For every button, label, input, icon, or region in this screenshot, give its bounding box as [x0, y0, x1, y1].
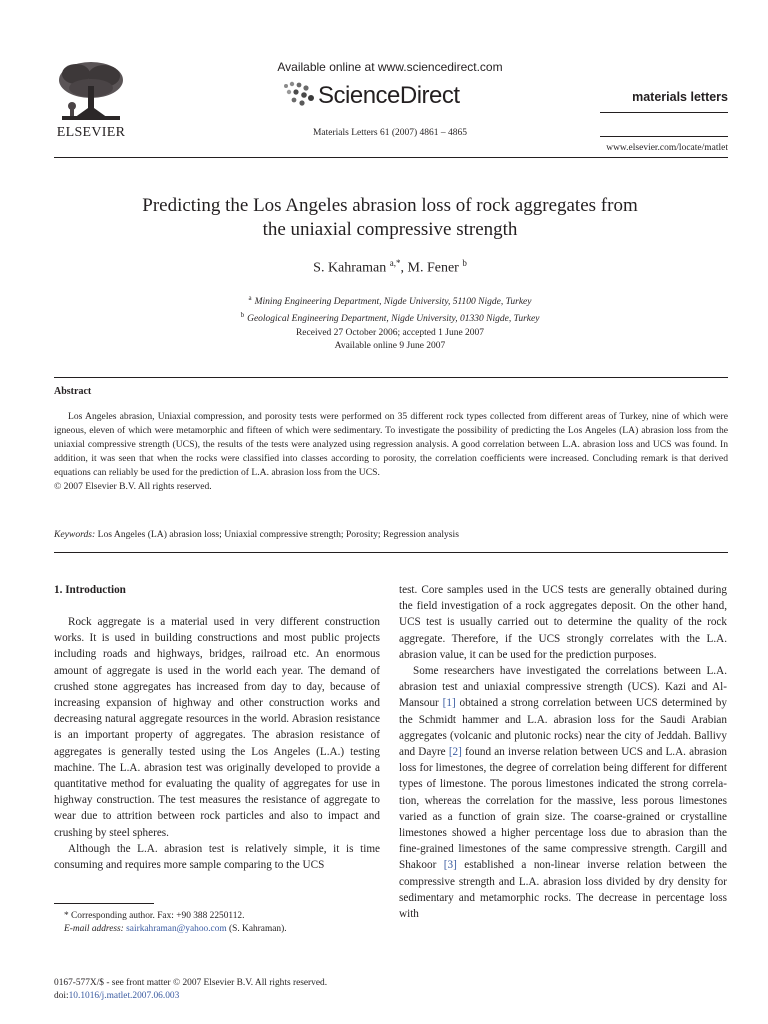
section-heading: 1. Introduction	[54, 584, 126, 596]
corresponding-author-note	[54, 910, 380, 923]
affiliation-text: Geological Engineering Department, Nigde University, 01330 Nigde, Turkey	[247, 314, 540, 325]
affiliation-item	[60, 309, 720, 326]
keywords-divider	[54, 552, 728, 553]
available-online-text: Available online at www.sciencedirect.com	[277, 60, 503, 74]
received-date: Received 27 October 2006; accepted 1 June 2007	[295, 328, 485, 338]
doi-label: doi:	[54, 991, 69, 1001]
paragraph-text: found an inverse relation between UCS and L.A. abrasion loss for limestones, the degree of correlation being different for different types of limestone. The porous limestones indicated the strong correla-tion, whereas the correlation for the massive, less porous limestones varied as a function of grain size. The coarse-grained or crystalline limestones showed a higher percentage loss due to abrasion than the fine-grained limestones of the same compressive strength. Cargill and Shakoor	[399, 746, 728, 872]
abstract-copyright: © 2007 Elsevier B.V. All rights reserved.	[54, 481, 212, 492]
footnote-divider	[54, 903, 154, 904]
citation-link[interactable]: [3]	[443, 859, 457, 872]
citation-link[interactable]: [2]	[448, 746, 462, 759]
sciencedirect-logo	[280, 80, 480, 112]
elsevier-tree-logo-icon	[54, 58, 128, 129]
issn-block	[54, 977, 454, 1003]
email-note	[54, 923, 380, 936]
paragraph: test. Core samples used in the UCS tests are generally obtained during the field investigation of a rock aggregates deposit. On the other hand, UCS test is usually carried out to determine the quality of the rock aggregate. Therefore, if the UCS strongly correlates with the L.A. abrasion value, it can be used for the prediction purposes.	[399, 584, 727, 661]
affiliation-item	[60, 292, 720, 309]
affiliation-text: Mining Engineering Department, Nigde University, 51100 Nigde, Turkey	[254, 297, 532, 308]
paragraph-text: established a non-linear inverse relation between the compressive strength and L.A. abrasion loss divided by dry density for sedimentary and metamorphic rocks. The decrease in percentage loss with	[399, 859, 727, 921]
author-list	[60, 258, 720, 277]
title-line-2: the uniaxial compressive strength	[262, 219, 518, 240]
citation-link[interactable]: [1]	[442, 697, 456, 710]
title-line-1: Predicting the Los Angeles abrasion loss of rock aggregates from	[142, 195, 638, 216]
publisher-name: ELSEVIER	[56, 125, 126, 140]
email-link[interactable]: sairkahraman@yahoo.com	[126, 924, 227, 934]
journal-url[interactable]: www.elsevier.com/locate/matlet	[606, 143, 728, 153]
author-affiliation-marker[interactable]: b	[462, 258, 467, 268]
article-title	[60, 194, 720, 242]
right-column	[399, 582, 727, 922]
paragraph	[399, 663, 727, 922]
sciencedirect-wordmark: ScienceDirect	[318, 82, 460, 109]
article-dates	[60, 327, 720, 353]
author-name[interactable]: S. Kahraman	[313, 260, 387, 276]
affiliations	[60, 292, 720, 326]
author-name[interactable]: M. Fener	[407, 260, 459, 276]
paragraph-text: Some researchers have investigated the correlations between L.A. abrasion test and uniaxial compressive strength (UCS). Kazi and Al-Mansour	[399, 665, 727, 710]
email-label: E-mail address:	[64, 924, 124, 934]
footnote	[54, 910, 380, 936]
abstract-divider	[54, 377, 728, 378]
paragraph: Rock aggregate is a material used in very different construction works. It is used in building constructions and most public projects including roads and highways, bridges, railroad etc. An enormous amount of aggregate is used in the world each year. The demand of crushed stone aggregates has increased from day to day, because of increasing expansion of highway and other construction works and decreasing natural aggregate resources in the world. Abrasion resistance is an important property of aggregates. The abrasion resistance of aggregates is generally tested using the Los Angeles (L.A.) testing machine. The L.A. abrasion test was originally developed to provide a quantitative method for evaluating the quality of aggregates for use in highway construction. The test measures the resistance of aggregate to wear due to attrition between rock particles and also to impact and crushing by steel spheres.	[54, 616, 380, 839]
email-suffix: (S. Kahraman).	[226, 924, 287, 934]
affiliation-marker: b	[240, 311, 245, 320]
abstract-body	[54, 410, 728, 494]
header-divider	[54, 157, 728, 158]
paragraph-text: obtained a strong correlation between UCS determined by the Schmidt hammer and L.A. abrasion loss for the Saudi Arabian aggregates (volcanic and plutonic rocks) near the city of Jeddah. Ballivy and Dayre	[399, 697, 727, 759]
available-date: Available online 9 June 2007	[334, 341, 446, 351]
keywords-text: Los Angeles (LA) abrasion loss; Uniaxial compressive strength; Porosity; Regression analysis	[97, 529, 459, 540]
journal-reference: Materials Letters 61 (2007) 4861 – 4865	[312, 128, 468, 138]
doi-link[interactable]: 10.1016/j.matlet.2007.06.003	[68, 991, 180, 1001]
author-separator: ,	[400, 260, 408, 276]
paragraph: Although the L.A. abrasion test is relatively simple, it is time consuming and requires more sample comparing to the UCS	[54, 842, 380, 872]
abstract-text: Los Angeles abrasion, Uniaxial compression, and porosity tests were performed on 35 different rock types collected from different areas of Turkey, nine of which were igneous, eleven of which were metamorphic and fifteen of which were sedimentary. To investigate the possibility of predicting the Los Angeles (LA) abrasion loss from the uniaxial compressive strength (UCS), the results of the tests were analyzed using regression analysis. A good correlation between L.A. abrasion loss and UCS was found. In addition, it was seen that when the rocks were classified into classes according to porosity, the correlation coefficients were increased. Concluding remark is that derived equations can reliably be used for the prediction of L.A. abrasion loss from the UCS.	[54, 411, 728, 478]
footnote-text: Corresponding author. Fax: +90 388 2250112.	[71, 911, 245, 921]
author-affiliation-marker[interactable]: a,*	[389, 258, 401, 268]
abstract-heading: Abstract	[54, 386, 92, 397]
sciencedirect-dots-icon	[280, 80, 316, 110]
journal-rule	[600, 112, 728, 113]
left-column	[54, 614, 380, 873]
footnote-marker: *	[64, 911, 69, 921]
keywords-label: Keywords:	[54, 529, 96, 540]
affiliation-marker: a	[248, 294, 252, 302]
doi-line	[54, 990, 454, 1003]
journal-rule-lower	[600, 136, 728, 137]
issn-line: 0167-577X/$ - see front matter © 2007 Elsevier B.V. All rights reserved.	[54, 978, 328, 988]
journal-name: materials letters	[632, 90, 728, 104]
keywords	[54, 529, 728, 540]
